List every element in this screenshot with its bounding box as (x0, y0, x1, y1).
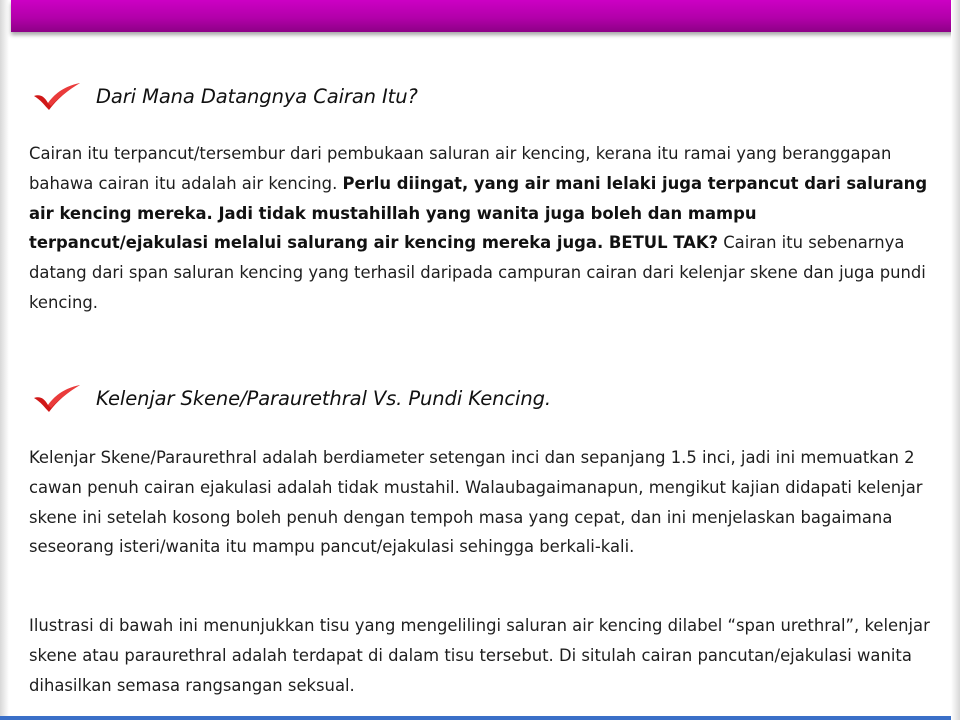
paragraph-text: Cairan itu sebenarnya datang dari span saluran kencing yang terhasil daripada campuran cairan dari kelenjar skene dan juga pundi kencing. (29, 233, 926, 312)
section-heading-2 (32, 378, 551, 418)
section-title: Dari Mana Datangnya Cairan Itu? (96, 84, 418, 108)
emphasized-text: Perlu diingat, yang air mani lelaki juga terpancut dari salurang air kencing mereka. Jadi tidak mustahillah yang wanita juga boleh dan mampu terpancut/ejakulasi melalui salurang air kencing mereka juga. BETUL TAK? (29, 173, 928, 253)
section-heading-1 (32, 76, 418, 116)
body-paragraph (29, 139, 939, 318)
red-checkmark-icon (32, 81, 82, 111)
body-paragraph: Kelenjar Skene/Paraurethral adalah berdiameter setengan inci dan sepanjang 1.5 inci, jadi ini memuatkan 2 cawan penuh cairan ejakulasi adalah tidak mustahil. Walaubagaimanapun, mengikut kajian didapati kelenjar skene ini setelah kosong boleh penuh dengan tempoh masa yang cepat, dan ini menjelaskan bagaimana seseorang isteri/wanita itu mampu pancut/ejakulasi sehingga berkali-kali. (29, 448, 923, 557)
bottom-divider (0, 716, 960, 720)
section-title: Kelenjar Skene/Paraurethral Vs. Pundi Kencing. (96, 386, 551, 410)
body-paragraph: Ilustrasi di bawah ini menunjukkan tisu yang mengelilingi saluran air kencing dilabel “span urethral”, kelenjar skene atau paraurethral adalah terdapat di dalam tisu tersebut. Di situlah cairan pancutan/ejakulasi wanita dihasilkan semasa rangsangan seksual. (29, 616, 930, 695)
red-checkmark-icon (32, 383, 82, 413)
paragraph-text: Cairan itu terpancut/tersembur dari pembukaan saluran air kencing, kerana itu ramai yang beranggapan bahawa cairan itu adalah air kencing. (29, 144, 892, 193)
header-bar (11, 0, 958, 32)
